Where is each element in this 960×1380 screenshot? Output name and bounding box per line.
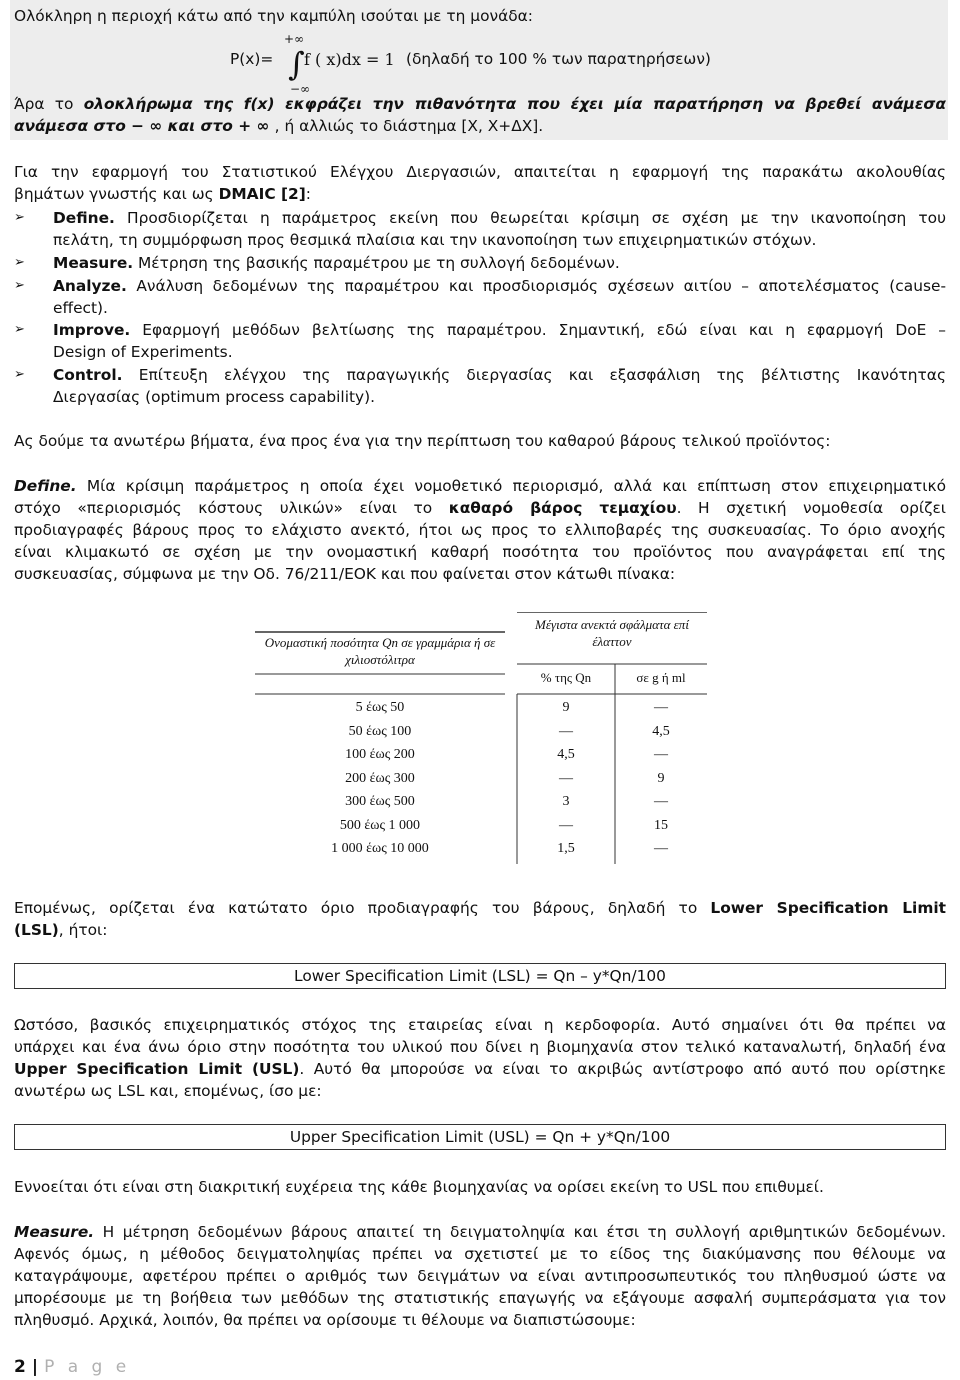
tolerance-table	[255, 612, 707, 864]
lsl-term: Lower Specification Limit	[710, 899, 946, 917]
intro-line-2	[14, 93, 946, 115]
measure-para-line-2: Αφενός όμως, η μέθοδος δειγματοληψίας πρέπει να σχετιστεί με το είδος της διακύμανσης που θέλουμε να	[14, 1245, 946, 1263]
step-text: Μέτρηση της βασικής παραμέτρου με τη συλλογή δεδομένων.	[133, 254, 620, 272]
table-cell-quantity: 200 έως 300	[345, 770, 415, 786]
step-improve-line-1	[53, 319, 946, 341]
table-cell-absolute: —	[654, 747, 668, 762]
table-cell-quantity: 300 έως 500	[345, 794, 415, 809]
step-analyze-line-2: effect).	[53, 299, 108, 317]
table-header-left	[255, 634, 505, 668]
define-para-line-2	[14, 497, 946, 519]
formula-note: (δηλαδή το 100 % των παρατηρήσεων)	[406, 50, 711, 68]
table-cell-percent: 4,5	[557, 747, 575, 762]
step-title: Define.	[53, 209, 115, 227]
table-row	[255, 816, 707, 840]
table-cell-absolute: 4,5	[652, 723, 670, 739]
integral-sign: ∫	[288, 45, 305, 83]
steps-intro-paragraph: Ας δούμε τα ανωτέρω βήματα, ένα προς ένα για την περίπτωση του καθαρού βάρους τελικού προϊόντος:	[14, 432, 831, 450]
table-row	[255, 792, 707, 816]
define-text: . Η σχετική νομοθεσία ορίζει	[676, 499, 946, 517]
define-para-line-3: προδιαγραφές βάρους προς το ελάχιστο ανεκτό, ήτοι ως προς το ελλιποβαρές της συσκευασίας. Το όριο ανοχής	[14, 521, 946, 539]
step-title: Control.	[53, 366, 123, 384]
header-left-line-2: χιλιοστόλιτρα	[345, 652, 415, 667]
intro-line-1: Ολόκληρη η περιοχή κάτω από την καμπύλη ισούται με τη μονάδα:	[14, 7, 533, 25]
table-row	[255, 722, 707, 746]
define-text: στόχο «περιορισμός κόστους υλικών» είναι το	[14, 499, 449, 517]
dmaic-intro-line-2	[14, 183, 946, 205]
usl-para-line-4: ανωτέρω ως LSL και, επομένως, ίσο με:	[14, 1082, 322, 1100]
measure-para-line-4: μπορέσουμε με τη βοήθεια των μεθόδων της στατιστικής επαγωγής να εξάγουμε ασφαλή συμπεράσματα για τον	[14, 1289, 946, 1307]
step-define-line-2: πελάτη, τη συμμόρφωση προς θεσμικά πλαίσια και την ικανοποίηση των επιχειρηματικών στόχων.	[53, 231, 817, 249]
step-text: Εφαρμογή μεθόδων βελτίωσης της παραμέτρου. Σημαντική, εδώ είναι και η εφαρμογή DoE –	[130, 321, 946, 339]
table-cell-percent: —	[559, 770, 573, 786]
usl-text: . Αυτό θα μπορούσε να είναι το ακριβώς αντίστροφο από αυτό που ορίστηκε	[299, 1060, 946, 1078]
header-left-line-1: Ονομαστική ποσότητα Qn σε γραμμάρια ή σε	[264, 635, 496, 650]
arrow-bullet-icon: ➢	[14, 278, 25, 293]
measure-title: Measure.	[14, 1223, 95, 1241]
table-cell-percent: 3	[562, 794, 570, 809]
step-improve-line-2: Design of Experiments.	[53, 343, 233, 361]
dmaic-term: DMAIC [2]	[218, 185, 306, 203]
table-row	[255, 839, 707, 863]
page-label: P a g e	[44, 1357, 131, 1377]
table-header-right	[517, 616, 707, 650]
measure-para-line-1	[14, 1221, 946, 1243]
step-title: Improve.	[53, 321, 131, 339]
footer-separator: |	[31, 1357, 39, 1377]
table-cell-percent: —	[559, 723, 573, 739]
measure-para-line-3: καταγράψουμε, αφετέρου πρέπει ο αριθμός των δειγμάτων να είναι αντιπροσωπευτικός του πληθυσμού ώστε να	[14, 1267, 946, 1285]
step-text: Επίτευξη ελέγχου της παραγωγικής διεργασίας και εξασφάλιση της βέλτιστης Ικανότητας	[122, 366, 946, 384]
dmaic-colon: :	[305, 185, 311, 203]
step-measure-line	[53, 252, 946, 274]
step-title: Measure.	[53, 254, 134, 272]
formula-upper-limit: +∞	[284, 32, 305, 46]
intro-line-3-rest: , ή αλλιώς το διάστημα [X, X+ΔX].	[274, 117, 544, 135]
dmaic-intro-line-1: Για την εφαρμογή του Στατιστικού Ελέγχου Διεργασιών, απαιτείται η εφαρμογή της παρακάτω ακολουθίας	[14, 163, 946, 181]
lsl-para-line-2	[14, 919, 946, 941]
formula-label: P(x)=	[230, 50, 274, 68]
page-number: 2	[14, 1357, 26, 1377]
table-cell-quantity: 500 έως 1 000	[339, 817, 421, 833]
lsl-abbrev: (LSL)	[14, 921, 59, 939]
step-control-line-1	[53, 364, 946, 386]
define-para-line-4: είναι κλιμακωτό σε σχέση με την ονομαστική καθαρή ποσότητα του προϊόντος που αναγράφεται επί της	[14, 543, 946, 561]
lsl-formula-box: Lower Specification Limit (LSL) = Qn – y*Qn/100	[14, 963, 946, 989]
table-cell-percent: 9	[562, 700, 570, 715]
arrow-bullet-icon: ➢	[14, 210, 25, 225]
intro-line-2-prefix: Άρα το	[14, 95, 84, 113]
measure-text: Η μέτρηση δεδομένων βάρους απαιτεί τη δειγματοληψία και έτσι τη συλλογή αριθμητικών δεδομένων.	[94, 1223, 946, 1241]
table-cell-percent: —	[559, 817, 573, 833]
formula-expression: f ( x)dx = 1	[304, 50, 395, 69]
table-row	[255, 698, 707, 722]
step-control-line-2: Διεργασίας (optimum process capability).	[53, 388, 376, 406]
usl-term: Upper Specification Limit (USL)	[14, 1060, 300, 1078]
step-text: Προσδιορίζεται η παράμετρος εκείνη που θεωρείται κρίσιμη σε σχέση με την ικανοποίηση του	[114, 209, 946, 227]
step-text: Ανάλυση δεδομένων της παραμέτρου και προσδιορισμός σχέσεων αιτίου – αποτελέσματος (cause-	[126, 277, 946, 295]
table-cell-absolute: 9	[657, 770, 665, 786]
intro-line-2-emphasis: ολοκλήρωμα της f(x) εκφράζει την πιθανότητα που έχει μία παρατήρηση να βρεθεί ανάμεσα	[83, 95, 946, 113]
page-footer	[14, 1357, 130, 1377]
table-cell-quantity: 1 000 έως 10 000	[331, 841, 429, 856]
table-cell-quantity: 50 έως 100	[348, 723, 412, 739]
arrow-bullet-icon: ➢	[14, 255, 25, 270]
define-para-line-1	[14, 475, 946, 497]
lsl-text: Επομένως, ορίζεται ένα κατώτατο όριο προδιαγραφής του βάρους, δηλαδή το	[14, 899, 711, 917]
table-cell-absolute: 15	[654, 817, 668, 833]
net-weight-term: καθαρό βάρος τεμαχίου	[448, 499, 677, 517]
usl-formula-box: Upper Specification Limit (USL) = Qn + y*Qn/100	[14, 1124, 946, 1150]
usl-note: Εννοείται ότι είναι στη διακριτική ευχέρεια της κάθε βιομηχανίας να ορίσει εκείνη το USL που επιθυμεί.	[14, 1178, 824, 1196]
usl-para-line-3	[14, 1058, 946, 1080]
subheader-absolute: σε g ή ml	[636, 670, 686, 685]
header-right-line-1: Μέγιστα ανεκτά σφάλματα επί	[535, 617, 689, 632]
usl-para-line-1: Ωστόσο, βασικός επιχειρηματικός στόχος της εταιρείας είναι η κερδοφορία. Αυτό σημαίνει ότι θα πρέπει να	[14, 1016, 946, 1034]
arrow-bullet-icon: ➢	[14, 367, 25, 382]
table-row	[255, 769, 707, 793]
lsl-text: , ήτοι:	[58, 921, 108, 939]
define-para-line-5: συσκευασίας, σύμφωνα με την Οδ. 76/211/ΕΟΚ και που φαίνεται στον κάτωθι πίνακα:	[14, 565, 676, 583]
header-right-line-2: έλαττον	[592, 634, 632, 649]
table-cell-quantity: 100 έως 200	[345, 747, 415, 762]
step-analyze-line-1	[53, 275, 946, 297]
subheader-percent: % της Qn	[540, 670, 592, 685]
lsl-para-line-1	[14, 897, 946, 919]
define-title: Define.	[14, 477, 77, 495]
table-cell-absolute: —	[654, 700, 668, 715]
intro-line-3-emphasis: ανάμεσα στο − ∞ και στο + ∞	[14, 117, 275, 135]
measure-para-line-5: πληθυσμό. Αρχικά, λοιπόν, θα πρέπει να ορίσουμε τι θέλουμε να διαπιστώσουμε:	[14, 1311, 636, 1329]
intro-line-3	[14, 115, 946, 137]
table-cell-percent: 1,5	[557, 841, 575, 856]
define-text: Μία κρίσιμη παράμετρος η οποία έχει νομοθετικό περιορισμό, αλλά και επίπτωση στον επιχειρηματικό	[76, 477, 946, 495]
table-cell-absolute: —	[654, 794, 668, 809]
step-title: Analyze.	[53, 277, 127, 295]
dmaic-intro-text: βημάτων γνωστής και ως	[14, 185, 219, 203]
formula-lower-limit: −∞	[290, 82, 311, 96]
table-row	[255, 745, 707, 769]
arrow-bullet-icon: ➢	[14, 322, 25, 337]
step-define-line-1	[53, 207, 946, 229]
table-cell-quantity: 5 έως 50	[355, 700, 405, 715]
usl-para-line-2: υπάρχει και ένα άνω όριο στην ποσότητα του υλικού που δίνει η βιομηχανία στον τελικό καταναλωτή, δηλαδή ένα	[14, 1038, 946, 1056]
table-cell-absolute: —	[654, 841, 668, 856]
